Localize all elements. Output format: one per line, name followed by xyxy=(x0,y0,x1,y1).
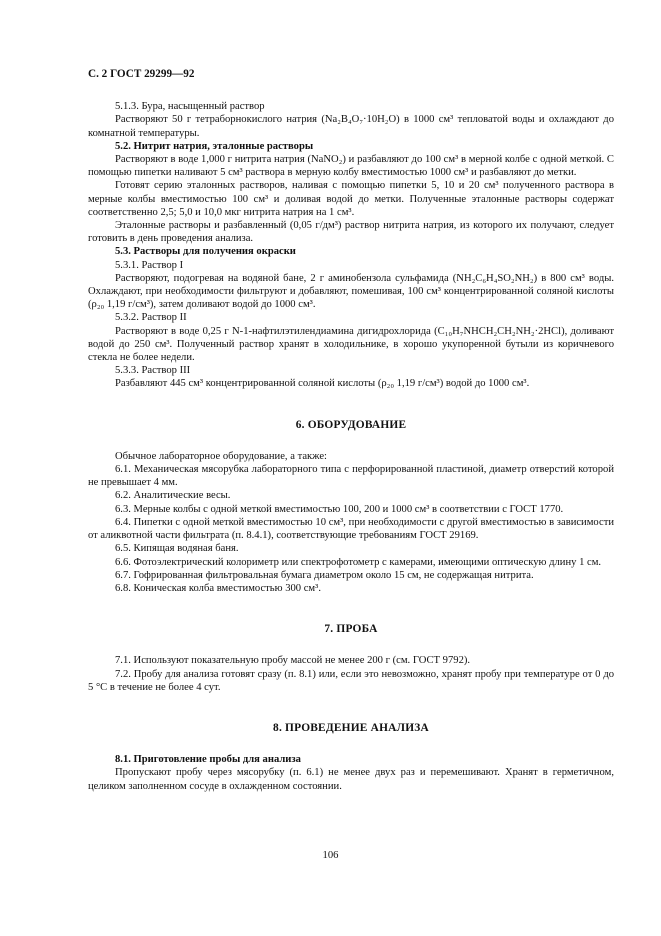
section-5-3-3-title: 5.3.3. Раствор III xyxy=(115,365,191,377)
section-7-2: 7.2. Пробу для анализа готовят сразу (п. 8.1) или, если это невозможно, хранят пробу при температуре от 0 до 5 °С в течение не более 4 сут. xyxy=(88,668,614,693)
section-5-3-title: 5.3. Растворы для получения окраски xyxy=(115,246,296,258)
equipment-item: 6.8. Коническая колба вместимостью 300 см³. xyxy=(115,582,321,594)
section-5-3-1-title: 5.3.1. Раствор I xyxy=(115,259,184,271)
equipment-item: 6.4. Пипетки с одной меткой вместимостью 10 см³, при необходимости с другой вместимостью в зависимости от аликвотной части фильтрата (п. 8.4.1), соответствующие требованиям ГОСТ 29169. xyxy=(88,516,614,542)
equipment-item: 6.7. Гофрированная фильтровальная бумага диаметром около 15 см, не содержащая нитрита. xyxy=(115,569,534,581)
section-5-3-1-text: Растворяют, подогревая на водяной бане, 2 г аминобензола сульфамида (NH₂C₆H₄SO₂NH₂) в 800 см³ воды. Охлаждают, при необходимости фильтруют и добавляют, помешивая, 100 см³ концентрированной соляной кислоты (ρ₂₀ 1,19 г/см³), затем доливают водой до 1000 см³. xyxy=(88,272,614,311)
section-8-1-title: 8.1. Приготовление пробы для анализа xyxy=(115,754,301,766)
equipment-item: 6.1. Механическая мясорубка лабораторного типа с перфорированной пластиной, диаметр отверстий которой не превышает 4 мм. xyxy=(88,464,614,489)
section-5-1-3-text: Растворяют 50 г тетраборнокислого натрия (Na₂B₄O₇·10H₂O) в 1000 см³ тепловатой воды и охлаждают до комнатной температуры. xyxy=(88,114,614,139)
section-7-1: 7.1. Используют показательную пробу массой не менее 200 г (см. ГОСТ 9792). xyxy=(115,655,471,667)
equipment-item: 6.3. Мерные колбы с одной меткой вместимостью 100, 200 и 1000 см³ в соответствии с ГОСТ 1770. xyxy=(115,503,564,515)
section-6-intro: Обычное лабораторное оборудование, а также: xyxy=(115,450,328,462)
equipment-item: 6.5. Кипящая водяная баня. xyxy=(115,543,239,555)
section-5-2-paragraph-1: Растворяют в воде 1,000 г нитрита натрия (NaNO₂) и разбавляют до 100 см³ в мерной колбе с одной меткой. С помощью пипетки наливают 5 см³ раствора в мерную колбу вместимостью 1000 см³ и разбавляют до метки. xyxy=(88,154,614,179)
section-8-1-text: Пропускают пробу через мясорубку (п. 6.1) не менее двух раз и перемешивают. Хранят в герметичном, целиком заполненном сосуде в охлажденном состоянии. xyxy=(88,767,614,792)
section-5-3-2-title: 5.3.2. Раствор II xyxy=(115,312,187,324)
section-5-2-paragraph-3: Эталонные растворы и разбавленный (0,05 г/дм³) раствор нитрита натрия, из которого их получают, следует готовить в день проведения анализа. xyxy=(88,220,614,245)
document-page xyxy=(88,68,614,793)
equipment-item: 6.6. Фотоэлектрический колориметр или спектрофотометр с камерами, имеющими оптическую длину 1 см. xyxy=(115,556,602,568)
section-8-heading: 8. ПРОВЕДЕНИЕ АНАЛИЗА xyxy=(273,721,429,734)
section-5-2-title: 5.2. Нитрит натрия, эталонные растворы xyxy=(115,140,314,152)
section-5-2-paragraph-2: Готовят серию эталонных растворов, наливая с помощью пипетки 5, 10 и 20 см³ полученного раствора в мерные колбы вместимостью 100 см³ и доливая водой до метки. Полученные эталонные растворы содержат соответственно 2,5; 5,0 и 10,0 мкг нитрита натрия на 1 см³. xyxy=(88,180,614,218)
section-5-3-2-text: Растворяют в воде 0,25 г N-1-нафтилэтилендиамина дигидрохлорида (C₁₀H₇NHCH₂CH₂NH₂·2HCl), доливают водой до 250 см³. Полученный раствор хранят в холодильнике, в хорошо укупоренной бутыли из коричневого стекла не более недели. xyxy=(88,325,614,364)
section-6-heading: 6. ОБОРУДОВАНИЕ xyxy=(295,418,407,431)
section-7-heading: 7. ПРОБА xyxy=(324,623,378,636)
section-5-3-3-text: Разбавляют 445 см³ концентрированной соляной кислоты (ρ₂₀ 1,19 г/см³) водой до 1000 см³. xyxy=(115,378,530,390)
section-5-1-3-title: 5.1.3. Бура, насыщенный раствор xyxy=(115,101,265,113)
page-number: 106 xyxy=(322,850,339,861)
equipment-item: 6.2. Аналитические весы. xyxy=(115,490,231,502)
page-header: С. 2 ГОСТ 29299—92 xyxy=(88,68,195,80)
